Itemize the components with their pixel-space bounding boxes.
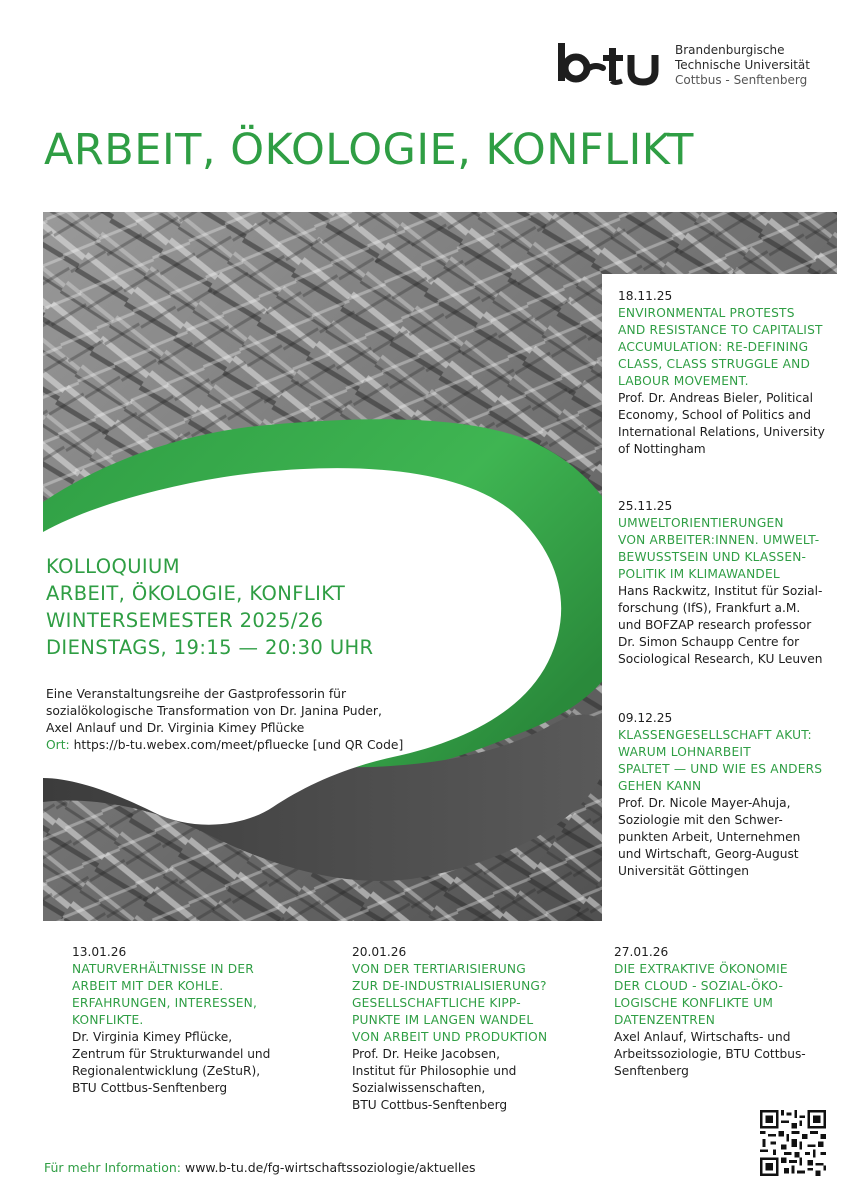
- university-name: [675, 43, 810, 88]
- event-title-line: DER CLOUD - SOZIAL-ÖKO-: [614, 979, 784, 993]
- event-title-line: DIE EXTRAKTIVE ÖKONOMIE: [614, 962, 788, 976]
- university-logo: [556, 40, 816, 92]
- qr-code-icon[interactable]: [760, 1110, 826, 1176]
- colloquium-line-2: ARBEIT, ÖKOLOGIE, KONFLIKT: [46, 582, 346, 605]
- event-speaker-line: Arbeitssoziologie, BTU Cottbus-: [614, 1047, 806, 1061]
- colloquium-description: [46, 686, 403, 754]
- event-speaker-line: Dr. Virginia Kimey Pflücke,: [72, 1030, 233, 1044]
- logo-line-3: Cottbus - Senftenberg: [675, 73, 808, 87]
- event-13-01-26: [72, 944, 312, 1097]
- event-speaker-line: Soziologie mit den Schwer-: [618, 813, 783, 827]
- event-speaker-line: BTU Cottbus-Senftenberg: [72, 1081, 228, 1095]
- event-09-12-25: [618, 710, 839, 880]
- footer-label: Für mehr Information:: [44, 1160, 182, 1175]
- event-speaker: [618, 795, 839, 880]
- event-speaker: [618, 390, 839, 458]
- colloquium-heading: [46, 553, 374, 661]
- event-speaker-line: Dr. Simon Schaupp Centre for: [618, 635, 800, 649]
- description-line: Axel Anlauf und Dr. Virginia Kimey Pflücke: [46, 721, 305, 735]
- right-events-panel: [602, 274, 839, 921]
- description-line: Eine Veranstaltungsreihe der Gastprofessorin für: [46, 687, 347, 701]
- event-27-01-26: [614, 944, 847, 1080]
- event-speaker-line: Sociological Research, KU Leuven: [618, 652, 823, 666]
- event-title-line: ARBEIT MIT DER KOHLE.: [72, 979, 224, 993]
- footer-link[interactable]: www.b-tu.de/fg-wirtschaftssoziologie/aktuelles: [181, 1160, 476, 1175]
- event-speaker-line: International Relations, University: [618, 425, 825, 439]
- location-link[interactable]: https://b-tu.webex.com/meet/pfluecke [und QR Code]: [69, 738, 404, 752]
- event-title-line: UMWELTORIENTIERUNGEN: [618, 516, 784, 530]
- event-speaker-line: Economy, School of Politics and: [618, 408, 811, 422]
- event-speaker-line: Sozialwissenschaften,: [352, 1081, 486, 1095]
- logo-line-1: Brandenburgische: [675, 43, 785, 57]
- event-speaker: [352, 1046, 592, 1114]
- event-speaker-line: Zentrum für Strukturwandel und: [72, 1047, 271, 1061]
- event-speaker: [72, 1029, 312, 1097]
- event-speaker-line: und Wirtschaft, Georg-August: [618, 847, 799, 861]
- event-title: [352, 961, 592, 1046]
- event-title-line: VON DER TERTIARISIERUNG: [352, 962, 526, 976]
- event-speaker-line: Prof. Dr. Andreas Bieler, Political: [618, 391, 813, 405]
- event-date: 27.01.26: [614, 945, 669, 959]
- event-title: [72, 961, 312, 1029]
- event-title: [618, 727, 839, 795]
- event-title: [614, 961, 847, 1029]
- event-speaker-line: Hans Rackwitz, Institut für Sozial-: [618, 584, 823, 598]
- event-title-line: GESELLSCHAFTLICHE KIPP-: [352, 996, 521, 1010]
- event-title-line: CLASS, CLASS STRUGGLE AND: [618, 357, 811, 371]
- event-title-line: KLASSENGESELLSCHAFT AKUT:: [618, 728, 812, 742]
- page-title: ARBEIT, ÖKOLOGIE, KONFLIKT: [44, 125, 694, 175]
- event-title-line: GEHEN KANN: [618, 779, 702, 793]
- event-25-11-25: [618, 498, 839, 668]
- logo-line-2: Technische Universität: [675, 58, 810, 72]
- event-title-line: WARUM LOHNARBEIT: [618, 745, 751, 759]
- event-title-line: ENVIRONMENTAL PROTESTS: [618, 306, 795, 320]
- event-date: 09.12.25: [618, 711, 673, 725]
- event-speaker-line: Institut für Philosophie und: [352, 1064, 517, 1078]
- event-speaker-line: Universität Göttingen: [618, 864, 749, 878]
- description-line: sozialökologische Transformation von Dr. Janina Puder,: [46, 704, 382, 718]
- colloquium-line-1: KOLLOQUIUM: [46, 555, 180, 578]
- event-title-line: ZUR DE-INDUSTRIALISIERUNG?: [352, 979, 547, 993]
- event-speaker-line: of Nottingham: [618, 442, 706, 456]
- event-speaker-line: Senftenberg: [614, 1064, 689, 1078]
- event-title-line: LABOUR MOVEMENT.: [618, 374, 749, 388]
- event-title-line: AND RESISTANCE TO CAPITALIST: [618, 323, 823, 337]
- event-speaker: [618, 583, 839, 668]
- event-title-line: KONFLIKTE.: [72, 1013, 144, 1027]
- btu-logo-icon: [556, 40, 668, 88]
- event-title-line: NATURVERHÄLTNISSE IN DER: [72, 962, 254, 976]
- event-speaker-line: Axel Anlauf, Wirtschafts- und: [614, 1030, 791, 1044]
- event-speaker-line: Prof. Dr. Heike Jacobsen,: [352, 1047, 500, 1061]
- spacer: [618, 458, 839, 498]
- event-date: 25.11.25: [618, 499, 673, 513]
- colloquium-line-3: WINTERSEMESTER 2025/26: [46, 609, 324, 632]
- event-title-line: VON ARBEITER:INNEN. UMWELT-: [618, 533, 820, 547]
- event-date: 13.01.26: [72, 945, 127, 959]
- event-speaker: [614, 1029, 847, 1080]
- event-speaker-line: BTU Cottbus-Senftenberg: [352, 1098, 508, 1112]
- event-date: 20.01.26: [352, 945, 407, 959]
- event-title-line: LOGISCHE KONFLIKTE UM: [614, 996, 774, 1010]
- event-title-line: PUNKTE IM LANGEN WANDEL: [352, 1013, 534, 1027]
- event-date: 18.11.25: [618, 289, 673, 303]
- event-20-01-26: [352, 944, 592, 1114]
- location-label: Ort:: [46, 738, 70, 752]
- event-speaker-line: und BOFZAP research professor: [618, 618, 812, 632]
- event-title-line: DATENZENTREN: [614, 1013, 716, 1027]
- colloquium-line-4: DIENSTAGS, 19:15 — 20:30 UHR: [46, 636, 374, 659]
- footer-info: [44, 1159, 476, 1177]
- event-title-line: ERFAHRUNGEN, INTERESSEN,: [72, 996, 258, 1010]
- event-title: [618, 305, 839, 390]
- event-18-11-25: [618, 288, 839, 458]
- location-line: [46, 737, 403, 754]
- event-speaker-line: Regionalentwicklung (ZeStuR),: [72, 1064, 261, 1078]
- event-title-line: VON ARBEIT UND PRODUKTION: [352, 1030, 548, 1044]
- event-title-line: BEWUSSTSEIN UND KLASSEN-: [618, 550, 807, 564]
- event-speaker-line: punkten Arbeit, Unternehmen: [618, 830, 801, 844]
- spacer: [618, 668, 839, 710]
- event-title-line: SPALTET — UND WIE ES ANDERS: [618, 762, 823, 776]
- event-title-line: POLITIK IM KLIMAWANDEL: [618, 567, 780, 581]
- event-speaker-line: Prof. Dr. Nicole Mayer-Ahuja,: [618, 796, 791, 810]
- event-speaker-line: forschung (IfS), Frankfurt a.M.: [618, 601, 801, 615]
- event-title: [618, 515, 839, 583]
- event-title-line: ACCUMULATION: RE-DEFINING: [618, 340, 809, 354]
